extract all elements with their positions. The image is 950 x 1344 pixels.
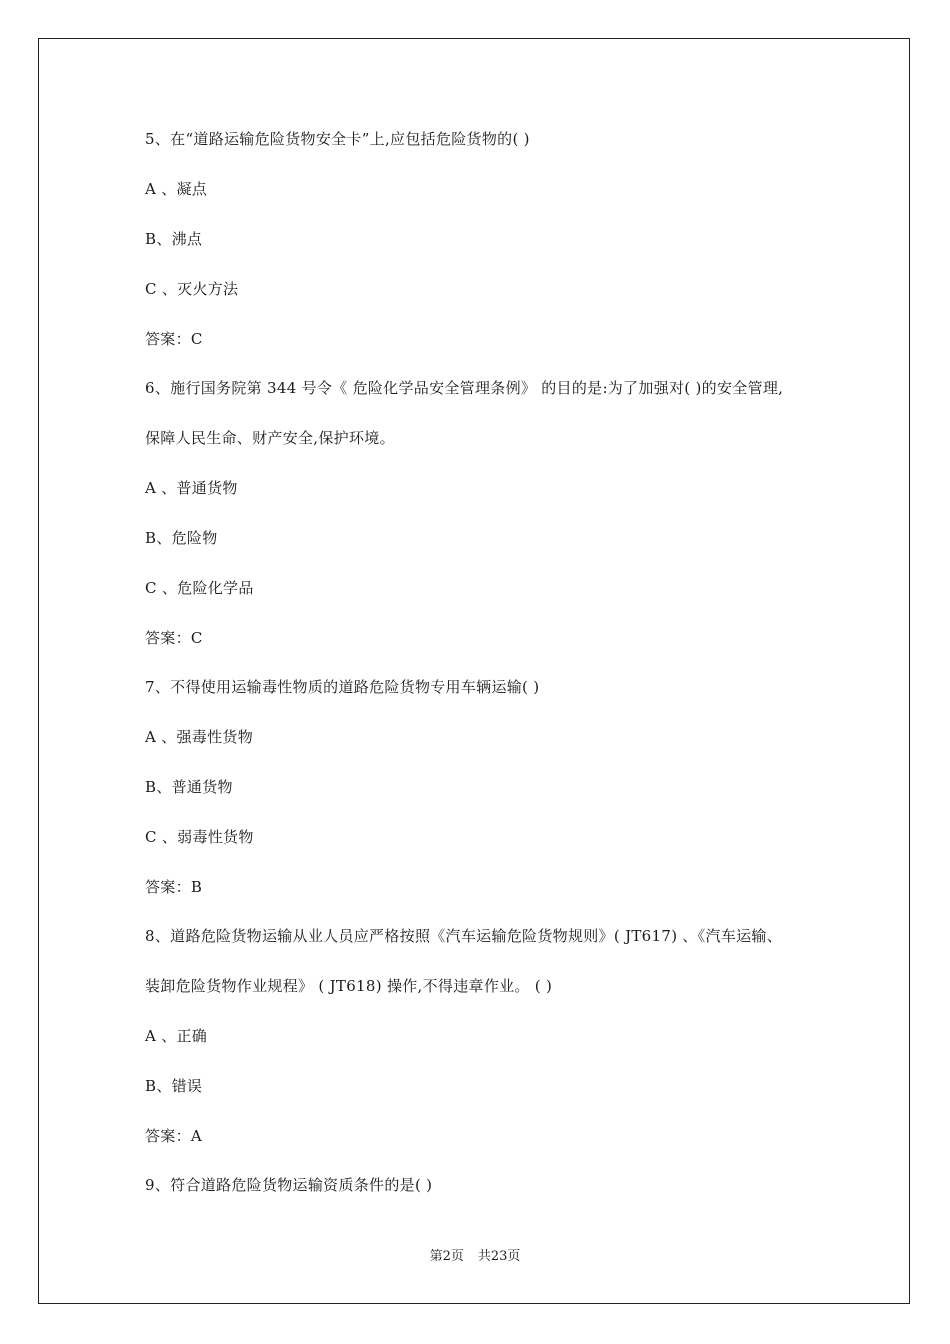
question-5-option-c: C 、灭火方法 <box>145 280 239 298</box>
question-8-stem-line-1: 8、道路危险货物运输从业人员应严格按照《汽车运输危险货物规则》( JT617) 、《汽车运输、 <box>145 927 783 945</box>
question-5-stem: 5、在“道路运输危险货物安全卡”上,应包括危险货物的( ) <box>145 130 530 148</box>
question-5-option-b: B、沸点 <box>145 230 203 248</box>
question-7-option-a: A 、强毒性货物 <box>145 728 254 746</box>
page-number: 第2页 <box>429 1249 464 1264</box>
question-5-option-a: A 、凝点 <box>145 180 208 198</box>
question-7-stem: 7、不得使用运输毒性物质的道路危险货物专用车辆运输( ) <box>145 678 540 696</box>
page-footer <box>0 1248 950 1266</box>
question-5-answer: 答案：C <box>145 330 203 348</box>
page-border <box>38 38 910 1304</box>
question-7-option-c: C 、弱毒性货物 <box>145 828 254 846</box>
question-8-answer: 答案：A <box>145 1127 203 1145</box>
question-8-option-a: A 、正确 <box>145 1027 208 1045</box>
question-8-option-b: B、错误 <box>145 1077 203 1095</box>
question-6-option-b: B、危险物 <box>145 529 218 547</box>
question-6-option-a: A 、普通货物 <box>145 479 238 497</box>
page-total: 共23页 <box>477 1249 521 1264</box>
question-7-answer: 答案：B <box>145 878 203 896</box>
question-9-stem: 9、符合道路危险货物运输资质条件的是( ) <box>145 1176 433 1194</box>
question-8-stem-line-2: 装卸危险货物作业规程》 ( JT618) 操作,不得违章作业。 ( ) <box>145 977 553 995</box>
question-6-stem-line-1: 6、施行国务院第 344 号令《 危险化学品安全管理条例》 的目的是:为了加强对( )的安全管理, <box>145 379 784 397</box>
question-6-answer: 答案：C <box>145 629 203 647</box>
question-6-option-c: C 、危险化学品 <box>145 579 254 597</box>
question-7-option-b: B、普通货物 <box>145 778 233 796</box>
question-6-stem-line-2: 保障人民生命、财产安全,保护环境。 <box>145 429 395 447</box>
